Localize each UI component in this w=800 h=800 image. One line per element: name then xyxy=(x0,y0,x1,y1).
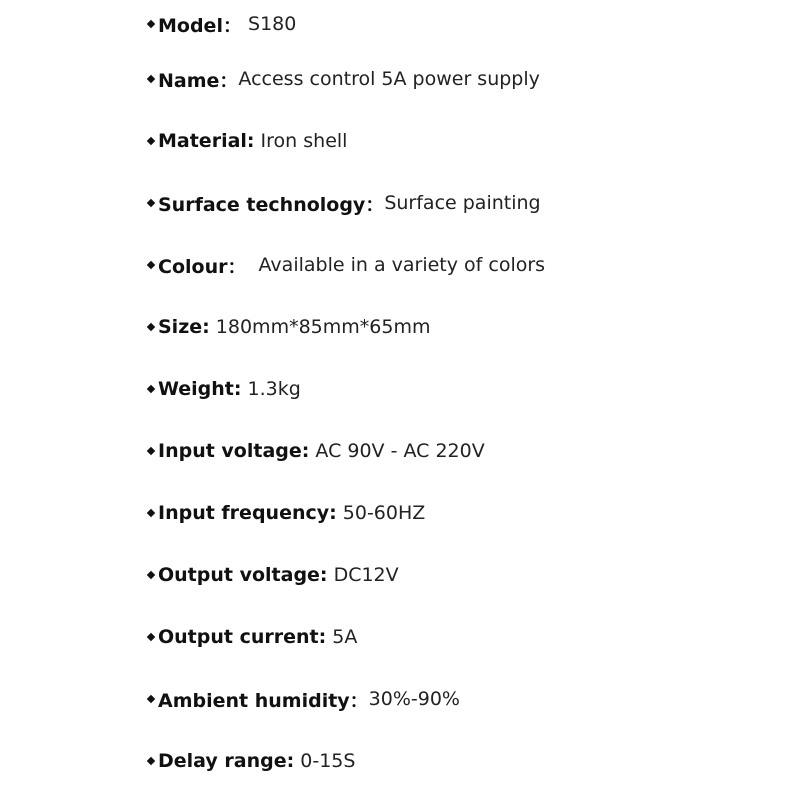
diamond-bullet-icon xyxy=(147,633,155,641)
spec-row-delay-range xyxy=(146,730,786,792)
spec-label: Output current: xyxy=(158,626,327,648)
spec-label: Material: xyxy=(158,130,255,152)
spec-label: Input voltage: xyxy=(158,440,310,462)
spec-row-model xyxy=(146,0,786,48)
diamond-bullet-icon xyxy=(147,137,155,145)
spec-value: Surface painting xyxy=(384,192,541,214)
diamond-bullet-icon xyxy=(147,571,155,579)
diamond-bullet-icon xyxy=(147,385,155,393)
spec-value: 1.3kg xyxy=(241,378,301,400)
diamond-bullet-icon xyxy=(147,447,155,455)
spec-value: 50-60HZ xyxy=(336,502,426,524)
spec-row-material xyxy=(146,110,786,172)
spec-value: DC12V xyxy=(327,564,399,586)
spec-row-input-frequency xyxy=(146,482,786,544)
spec-list xyxy=(146,0,786,792)
diamond-bullet-icon xyxy=(147,261,155,269)
spec-row-input-voltage xyxy=(146,420,786,482)
spec-row-output-current xyxy=(146,606,786,668)
spec-row-ambient-humidity xyxy=(146,668,786,730)
spec-row-surface-technology xyxy=(146,172,786,234)
spec-value: AC 90V - AC 220V xyxy=(309,440,485,462)
spec-value: Iron shell xyxy=(254,130,348,152)
spec-label: Size: xyxy=(158,316,210,338)
diamond-bullet-icon xyxy=(147,199,155,207)
spec-value: 0-15S xyxy=(294,750,356,772)
spec-row-size xyxy=(146,296,786,358)
spec-value: 30%-90% xyxy=(368,688,460,710)
diamond-bullet-icon xyxy=(147,20,155,28)
diamond-bullet-icon xyxy=(147,509,155,517)
spec-value: S180 xyxy=(241,13,297,35)
spec-label: Weight: xyxy=(158,378,242,400)
spec-label: Colour： xyxy=(158,255,247,278)
spec-row-weight xyxy=(146,358,786,420)
spec-row-colour xyxy=(146,234,786,296)
spec-label: Input frequency: xyxy=(158,502,337,524)
spec-value: 180mm*85mm*65mm xyxy=(209,316,431,338)
spec-value: 5A xyxy=(326,626,358,648)
diamond-bullet-icon xyxy=(147,323,155,331)
spec-label: Surface technology： xyxy=(158,193,385,216)
diamond-bullet-icon xyxy=(147,757,155,765)
spec-row-name xyxy=(146,48,786,110)
diamond-bullet-icon xyxy=(147,75,155,83)
spec-label: Ambient humidity： xyxy=(158,689,369,712)
spec-row-output-voltage xyxy=(146,544,786,606)
spec-label: Name： xyxy=(158,69,239,92)
spec-value: Available in a variety of colors xyxy=(246,254,546,276)
spec-label: Output voltage: xyxy=(158,564,328,586)
spec-label: Model： xyxy=(158,14,242,37)
diamond-bullet-icon xyxy=(147,695,155,703)
spec-label: Delay range: xyxy=(158,750,295,772)
spec-value: Access control 5A power supply xyxy=(238,68,540,90)
